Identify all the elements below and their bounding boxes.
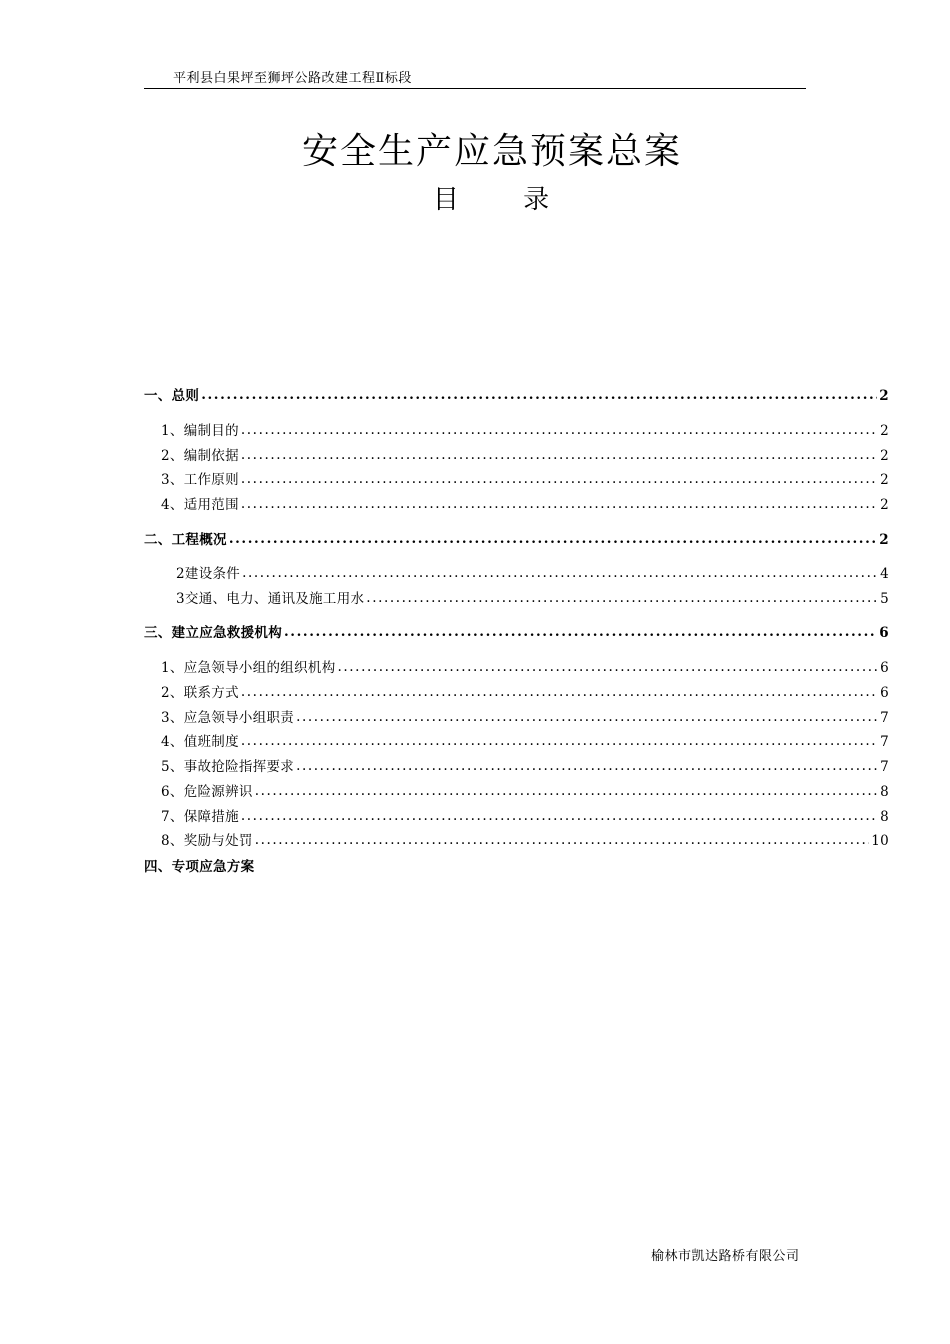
toc-entry-label: 1、应急领导小组的组织机构 (161, 660, 336, 676)
toc-entry-contact[interactable] (161, 683, 889, 703)
toc-entry-general[interactable] (144, 386, 889, 406)
toc-dot-leader (296, 707, 878, 727)
toc-entry-page: 4 (880, 566, 889, 582)
toc-entry-overview[interactable] (144, 530, 889, 550)
toc-entry-org-structure[interactable] (161, 658, 889, 678)
toc-entry-utilities[interactable] (176, 589, 889, 609)
toc-entry-page: 8 (880, 784, 889, 800)
toc-dot-leader (241, 445, 878, 465)
toc-entry-page: 2 (880, 497, 889, 513)
toc-entry-rescue-organization[interactable] (144, 623, 889, 643)
toc-entry-purpose[interactable] (161, 421, 889, 441)
toc-dot-leader (241, 420, 878, 440)
toc-entry-basis[interactable] (161, 446, 889, 466)
toc-entry-label: 3交通、电力、通讯及施工用水 (176, 591, 365, 607)
toc-entry-principles[interactable] (161, 470, 889, 490)
toc-dot-leader (241, 682, 878, 702)
toc-entry-scope[interactable] (161, 495, 889, 515)
toc-entry-label: 1、编制目的 (161, 423, 239, 439)
toc-entry-page: 7 (880, 710, 889, 726)
toc-entry-page: 8 (880, 809, 889, 825)
toc-dot-leader (201, 385, 877, 405)
toc-entry-label: 6、危险源辨识 (161, 784, 253, 800)
toc-entry-rewards-penalties[interactable] (161, 831, 889, 851)
toc-entry-command-requirements[interactable] (161, 757, 889, 777)
toc-entry-safeguards[interactable] (161, 807, 889, 827)
toc-entry-construction-conditions[interactable] (176, 564, 889, 584)
toc-entry-page: 7 (880, 734, 889, 750)
toc-dot-leader (284, 622, 877, 642)
toc-entry-page: 5 (880, 591, 889, 607)
toc-dot-leader (229, 529, 877, 549)
header-project-name: 平利县白果坪至狮坪公路改建工程Ⅱ标段 (173, 71, 412, 86)
toc-entry-page: 10 (871, 833, 889, 849)
document-title: 安全生产应急预案总案 (301, 131, 682, 172)
toc-dot-leader (366, 588, 878, 608)
toc-entry-page: 2 (879, 532, 889, 548)
toc-entry-label: 三、建立应急救援机构 (144, 625, 282, 641)
toc-entry-label: 2、联系方式 (161, 685, 239, 701)
toc-entry-label: 一、总则 (144, 388, 200, 404)
toc-entry-page: 7 (880, 759, 889, 775)
toc-dot-leader (241, 731, 878, 751)
toc-entry-label: 8、奖励与处罚 (161, 833, 253, 849)
toc-entry-label: 7、保障措施 (161, 809, 239, 825)
toc-entry-page: 2 (880, 472, 889, 488)
toc-entry-label: 2建设条件 (176, 566, 241, 582)
toc-entry-hazard-identification[interactable] (161, 782, 889, 802)
toc-entry-responsibilities[interactable] (161, 708, 889, 728)
toc-dot-leader (242, 563, 878, 583)
toc-entry-duty-system[interactable] (161, 732, 889, 752)
footer-company: 榆林市凯达路桥有限公司 (651, 1249, 800, 1264)
toc-entry-label: 3、工作原则 (161, 472, 239, 488)
toc-dot-leader (255, 781, 878, 801)
toc-entry-page: 6 (880, 660, 889, 676)
toc-entry-label: 二、工程概况 (144, 532, 227, 548)
toc-dot-leader (241, 469, 878, 489)
toc-dot-leader (241, 806, 878, 826)
toc-entry-label: 4、适用范围 (161, 497, 239, 513)
toc-heading: 目 录 (432, 185, 578, 215)
toc-entry-page: 2 (880, 448, 889, 464)
toc-entry-page: 2 (880, 423, 889, 439)
toc-dot-leader (296, 756, 878, 776)
toc-entry-page: 2 (879, 388, 889, 404)
toc-dot-leader (241, 494, 878, 514)
toc-dot-leader (255, 830, 870, 850)
toc-dot-leader (338, 657, 879, 677)
toc-entry-page: 6 (879, 625, 889, 641)
toc-entry-label: 3、应急领导小组职责 (161, 710, 295, 726)
toc-entry-special-plans[interactable]: 四、专项应急方案 (144, 859, 255, 875)
toc-entry-label: 5、事故抢险指挥要求 (161, 759, 295, 775)
toc-entry-label: 4、值班制度 (161, 734, 239, 750)
toc-entry-label: 2、编制依据 (161, 448, 239, 464)
toc-entry-page: 6 (880, 685, 889, 701)
